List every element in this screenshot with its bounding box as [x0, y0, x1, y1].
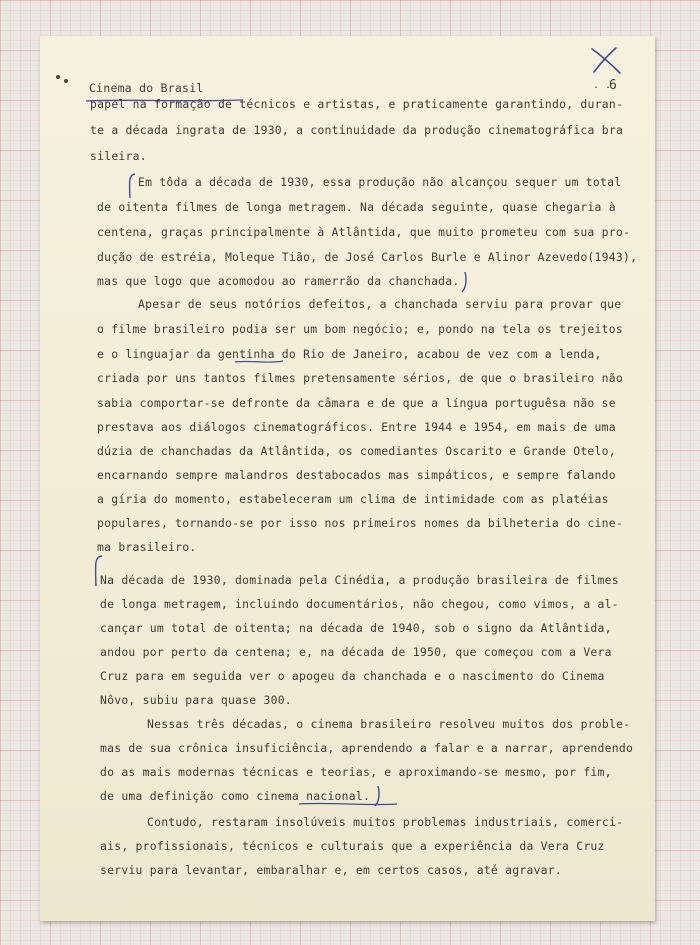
text-line: Nôvo, subiu para quase 300.: [100, 693, 292, 707]
page-number-dots: . .: [593, 80, 612, 91]
text-line: mas de sua crônica insuficiência, aprendendo a falar e a narrar, aprendendo: [100, 741, 634, 755]
text-line: criada por uns tantos filmes pretensamente sérios, de que o brasileiro não: [97, 371, 623, 385]
text-line: serviu para levantar, embaralhar e, em certos casos, até agravar.: [100, 863, 563, 877]
typewritten-page: [40, 36, 655, 921]
text-line: sabia comportar-se defronte da câmara e de que a língua portuguêsa não se: [97, 396, 616, 410]
bracket-open-mark: [125, 172, 137, 200]
text-line: cançar um total de oitenta; na década de 1940, sob o signo da Atlântida,: [100, 621, 612, 635]
text-line: sileira.: [90, 149, 147, 163]
text-line: andou por perto da centena; e, na década de 1950, que começou com a Vera: [100, 645, 612, 659]
text-line: a gíria do momento, estabeleceram um clima de intimidade com as platéias: [97, 492, 609, 506]
punch-hole: [56, 75, 60, 79]
text-line: dúzia de chanchadas da Atlântida, os comediantes Oscarito e Grande Otelo,: [97, 444, 616, 458]
text-line: de uma definição como cinema nacional.: [100, 789, 371, 803]
handwritten-underline: [298, 801, 398, 807]
bracket-open-mark: [92, 554, 104, 588]
text-line: ais, profissionais, técnicos e culturais que a experiência da Vera Cruz: [100, 839, 605, 853]
punch-hole: [64, 79, 68, 83]
text-line: de oitenta filmes de longa metragem. Na década seguinte, quase chegaria à: [97, 200, 616, 214]
text-line: dução de estréia, Moleque Tião, de José Carlos Burle e Alinor Azevedo(1943),: [97, 250, 638, 264]
text-line: papel na formação de técnicos e artistas, e praticamente garantindo, duran-: [90, 97, 624, 111]
handwritten-underline: [234, 359, 284, 365]
text-line: e o linguajar da gentinha do Rio de Janeiro, acabou de vez com a lenda,: [97, 347, 602, 361]
text-line: Na década de 1930, dominada pela Cinédia, a produção brasileira de filmes: [100, 573, 619, 587]
text-line: ma brasileiro.: [97, 540, 197, 554]
text-line: te a década ingrata de 1930, a continuidade da produção cinematográfica bra: [90, 123, 624, 137]
page-number: 6: [609, 78, 617, 93]
pen-x-mark: [588, 46, 624, 76]
text-line: centena, graças principalmente à Atlântida, que muito prometeu com sua pro-: [97, 225, 631, 239]
text-line: Nessas três décadas, o cinema brasileiro resolveu muitos dos proble-: [147, 717, 631, 731]
text-line: do as mais modernas técnicas e teorias, e aproximando-se mesmo, por fim,: [100, 765, 612, 779]
text-line: Contudo, restaram insolúveis muitos problemas industriais, comerci-: [147, 815, 624, 829]
bracket-close-mark: [460, 270, 470, 294]
text-line: o filme brasileiro podia ser um bom negócio; e, pondo na tela os trejeitos: [97, 322, 623, 336]
text-line: Em tôda a década de 1930, essa produção não alcançou sequer um total: [138, 175, 622, 189]
text-line: encarnando sempre malandros destabocados mas simpáticos, e sempre falando: [97, 468, 616, 482]
page-heading: Cinema do Brasil: [89, 81, 204, 95]
text-line: populares, tornando-se por isso nos primeiros nomes da bilheteria do cine-: [97, 516, 623, 530]
text-line: mas que logo que acomodou ao ramerrão da chanchada.: [97, 274, 460, 288]
text-line: prestava aos diálogos cinematográficos. Entre 1944 e 1954, em mais de uma: [97, 420, 616, 434]
text-line: Apesar de seus notórios defeitos, a chanchada serviu para provar que: [138, 297, 622, 311]
text-line: de longa metragem, incluindo documentários, não chegou, como vimos, a al-: [100, 597, 619, 611]
text-line: Cruz para em seguida ver o apogeu da chanchada e o nascimento do Cinema: [100, 669, 605, 683]
